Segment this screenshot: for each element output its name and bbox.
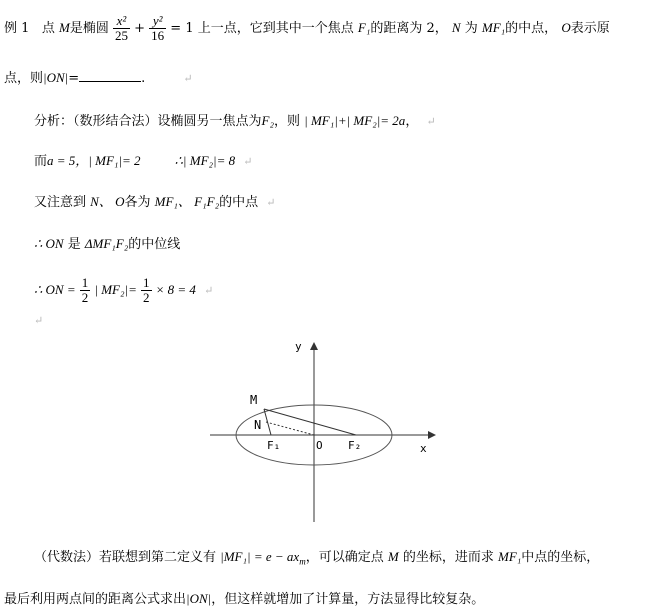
algebra-line-2 — [4, 590, 484, 609]
equation: |MF₁| = e − ax — [220, 549, 300, 564]
text: 的距离为 2， — [370, 21, 448, 36]
text: 是 — [67, 237, 81, 252]
ellipse-diagram — [200, 336, 440, 528]
text: 的坐标，进而求 — [402, 550, 494, 565]
text: （代数法）若联想到第二定义有 — [34, 550, 217, 565]
point-n-label: N — [254, 418, 262, 432]
frac-den: 2 — [143, 290, 150, 305]
text: 为 — [464, 21, 478, 36]
frac-den: 16 — [151, 28, 165, 43]
var-f1: F₁ — [357, 20, 371, 35]
abs-on: |ON| — [186, 591, 212, 606]
example-label: 例 1 — [4, 21, 30, 36]
equation: × 8 = 4 — [155, 282, 196, 297]
frac-num: 1 — [143, 275, 150, 290]
text: 的中点， — [505, 21, 558, 36]
x-axis-label: x — [420, 442, 427, 455]
fraction-half — [80, 276, 91, 305]
analysis-line-4 — [34, 235, 180, 254]
frac-den: 25 — [114, 28, 128, 43]
var-f2: F₂ — [261, 113, 274, 128]
text: 表示原 — [570, 21, 610, 36]
fraction-half — [141, 276, 152, 305]
var-o: O — [561, 20, 571, 35]
return-mark-icon: ↵ — [34, 314, 44, 327]
subscript: m — [299, 556, 306, 567]
fraction-x2-25 — [113, 14, 130, 43]
text: 中点的坐标， — [521, 550, 600, 565]
analysis-line-2 — [34, 152, 252, 171]
frac-num: 1 — [81, 275, 89, 290]
equation: a = 5，| MF₁|= 2 — [47, 153, 141, 168]
return-mark-icon: ↵ — [266, 196, 276, 209]
segment-on — [266, 422, 314, 435]
text: 最后利用两点间的距离公式求出 — [4, 592, 187, 607]
algebra-line-1 — [34, 548, 599, 567]
text: 的中点 — [219, 195, 259, 210]
point-f2-label: F₂ — [348, 439, 362, 452]
abs-on: |ON| — [43, 70, 69, 85]
text: 的中位线 — [128, 237, 181, 252]
text: ，可以确定点 — [305, 550, 384, 565]
plus-sign: + — [134, 21, 146, 36]
return-mark-icon: ↵ — [426, 115, 436, 128]
segments: MF₁、 F₁F₂ — [154, 194, 220, 209]
var-m: M — [58, 20, 70, 35]
text: 点，则 — [4, 71, 44, 86]
text: = 1 上一点，它到其中一个焦点 — [170, 21, 354, 36]
text: 点 — [41, 21, 55, 36]
frac-num: x² — [113, 14, 130, 29]
text: 各为 — [124, 195, 151, 210]
equation: ∴ ON — [34, 236, 64, 251]
text: ，但这样就增加了计算量，方法显得比较复杂。 — [211, 592, 485, 607]
answer-blank[interactable] — [79, 69, 141, 82]
analysis-line-1 — [34, 112, 436, 131]
y-axis-label: y — [295, 340, 302, 353]
point-m-label: M — [250, 393, 258, 407]
var-m: M — [387, 549, 399, 564]
equation: | MF₂|= — [94, 282, 137, 297]
equation: | MF₁|+| MF₂|= 2a — [304, 113, 406, 128]
problem-line-1 — [4, 14, 610, 43]
frac-num: y² — [149, 14, 166, 29]
text: 而 — [34, 154, 48, 169]
var-mf1: MF₁ — [497, 549, 522, 564]
text: . — [141, 71, 146, 86]
text: 分析：（数形结合法）设椭圆另一焦点为 — [34, 114, 262, 129]
vars: N、 O — [90, 194, 125, 209]
fraction-y2-16 — [149, 14, 166, 43]
return-mark-icon: ↵ — [183, 72, 193, 85]
point-o-label: O — [316, 439, 323, 452]
analysis-line-5 — [34, 276, 213, 305]
blank-line — [34, 312, 43, 330]
text: ，则 — [273, 114, 300, 129]
var-mf1: MF₁ — [481, 20, 506, 35]
text: 又注意到 — [34, 195, 87, 210]
var-n: N — [451, 20, 461, 35]
return-mark-icon: ↵ — [243, 155, 253, 168]
triangle: ΔMF₁F₂ — [84, 236, 129, 251]
point-f1-label: F₁ — [267, 439, 281, 452]
analysis-line-3 — [34, 193, 275, 212]
text: ， — [405, 114, 419, 129]
equation: ∴| MF₂|= 8 — [174, 153, 236, 168]
frac-den: 2 — [81, 290, 89, 305]
segment-mf2 — [264, 409, 356, 435]
text: = — [68, 71, 80, 86]
problem-line-2 — [4, 69, 193, 88]
text: 是椭圆 — [69, 21, 109, 36]
return-mark-icon: ↵ — [204, 284, 214, 297]
equation: ∴ ON = — [34, 282, 76, 297]
